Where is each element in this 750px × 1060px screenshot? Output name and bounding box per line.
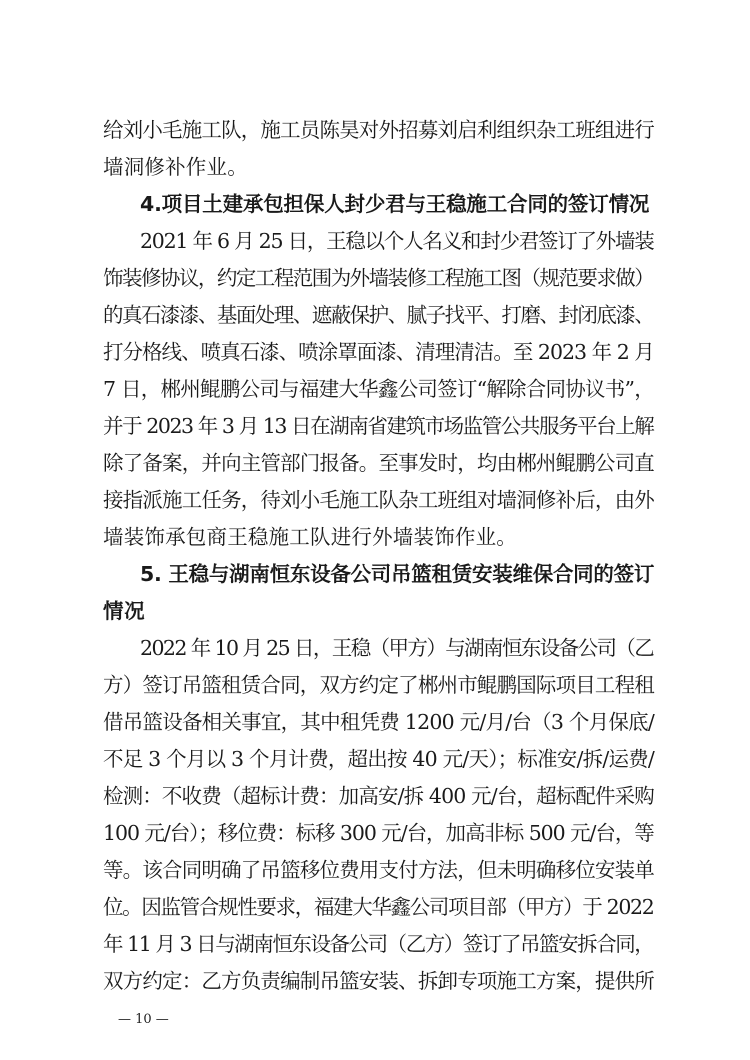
paragraph-line: 打分格线、喷真石漆、喷涂罩面漆、清理清洁。至 2023 年 2 月 — [103, 340, 654, 364]
paragraph-line: 方）签订吊篮租赁合同，双方约定了郴州市鲲鹏国际项目工程租 — [103, 673, 654, 697]
paragraph-line: 给刘小毛施工队，施工员陈昊对外招募刘启利组织杂工班组进行 — [103, 118, 654, 142]
paragraph-line: 年 11 月 3 日与湖南恒东设备公司（乙方）签订了吊篮安拆合同， — [103, 932, 654, 956]
paragraph-line: 墙洞修补作业。 — [103, 155, 248, 179]
section-heading-5: 5. 王稳与湖南恒东设备公司吊篮租赁安装维保合同的签订 — [140, 562, 655, 586]
section-heading-5-continued: 情况 — [103, 599, 146, 623]
paragraph-line: 借吊篮设备相关事宜，其中租凭费 1200 元/月/台（3 个月保底/ — [103, 710, 655, 734]
paragraph-line: 的真石漆漆、基面处理、遮蔽保护、腻子找平、打磨、封闭底漆、 — [103, 303, 654, 327]
paragraph-line: 接指派施工任务，待刘小毛施工队杂工班组对墙洞修补后，由外 — [103, 488, 654, 512]
paragraph-line: 饰装修协议，约定工程范围为外墙装修工程施工图（规范要求做） — [103, 266, 654, 290]
paragraph-line: 等。该合同明确了吊篮移位费用支付方法，但未明确移位安装单 — [103, 858, 654, 882]
paragraph-line: 并于 2023 年 3 月 13 日在湖南省建筑市场监管公共服务平台上解 — [103, 414, 654, 438]
paragraph-line: 不足 3 个月以 3 个月计费，超出按 40 元/天）；标准安/拆/运费/ — [103, 747, 655, 771]
paragraph-line: 位。因监管合规性要求，福建大华鑫公司项目部（甲方）于 2022 — [103, 895, 654, 919]
paragraph-line: 墙装饰承包商王稳施工队进行外墙装饰作业。 — [103, 525, 517, 549]
paragraph-line: 7 日，郴州鲲鹏公司与福建大华鑫公司签订“解除合同协议书”， — [103, 377, 655, 401]
paragraph-line: 除了备案，并向主管部门报备。至事发时，均由郴州鲲鹏公司直 — [103, 451, 654, 475]
section-heading-4: 4.项目土建承包担保人封少君与王稳施工合同的签订情况 — [140, 192, 650, 216]
page-number: — 10 — — [118, 1012, 169, 1027]
paragraph-line: 双方约定：乙方负责编制吊篮安装、拆卸专项施工方案，提供所 — [103, 969, 654, 993]
paragraph-line: 100 元/台）；移位费：标移 300 元/台，加高非标 500 元/台，等 — [103, 821, 654, 845]
paragraph-line: 检测：不收费（超标计费：加高安/拆 400 元/台，超标配件采购 — [103, 784, 654, 808]
paragraph-line: 2021 年 6 月 25 日，王稳以个人名义和封少君签订了外墙装 — [140, 229, 654, 253]
paragraph-line: 2022 年 10 月 25 日，王稳（甲方）与湖南恒东设备公司（乙 — [140, 636, 654, 660]
